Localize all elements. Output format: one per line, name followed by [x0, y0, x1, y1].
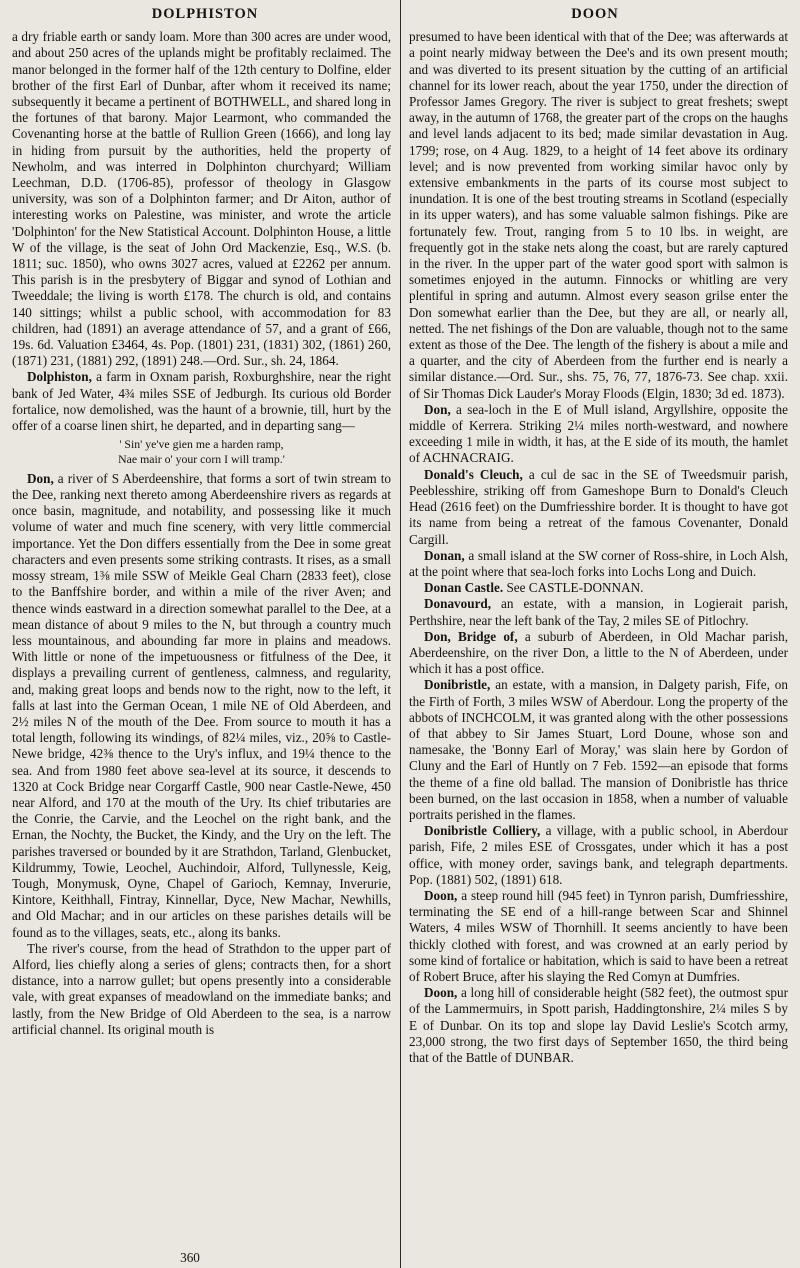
verse-line: ' Sin' ye've gien me a harden ramp,: [119, 437, 284, 452]
entry-headword: Donibristle Colliery,: [424, 823, 541, 839]
entry-headword: Don,: [27, 470, 54, 486]
entry-paragraph: Donavourd, an estate, with a mansion, in Logierait parish, Perthshire, near the left bank of the Tay, 2 miles SE of Pitlochry.: [409, 596, 788, 628]
entry-paragraph: Donald's Cleuch, a cul de sac in the SE of Tweedsmuir parish, Peeblesshire, striking off from Gameshope Burn to Donald's Cleuch Head (2616 feet) on the Dumfriesshire border. It is thought to have got its name from being a retreat of the famous Covenanter, Donald Cargill.: [409, 466, 788, 547]
column-divider-rule: [400, 0, 401, 1268]
left-column: [10, 29, 400, 1066]
verse-quote: [12, 434, 391, 471]
running-head-left: DOLPHISTON: [151, 6, 259, 22]
entry-paragraph: Doon, a long hill of considerable height (582 feet), the outmost spur of the Lammermuirs, in Spott parish, Haddingtonshire, 2¼ miles S by E of Dunbar. On its top and slope lay David Leslie's Scotch army, 23,000 strong, the two first days of September 1650, the third being that of the Battle of DUNBAR.: [409, 985, 788, 1065]
entry-headword: Doon,: [424, 985, 458, 1001]
body-paragraph: a dry friable earth or sandy loam. More than 300 acres are under wood, and about 250 acres of the uplands might be profitably reclaimed. The manor belonged in the former half of the 12th century to Dolfine, elder brother of the first Earl of Dunbar, after whom it received its name; subsequently it became a pertinent of BOTHWELL, and shared long in the fortunes of that barony. Major Learmont, who commanded the Covenanting horse at the battle of Rullion Green (1666), and long lay in hiding from pursuit by the authorities, held the property of Newholm, and was interred in Dolphinton churchyard; William Leechman, D.D. (1706-85), professor of theology in Glasgow university, was son of a Dolphinton farmer; and Dr Aiton, author of interesting works on Palestine, was minister, and wrote the article 'Dolphinton' for the New Statistical Account. Dolphinton House, a little W of the village, is the seat of John Ord Mackenzie, Esq., W.S. (b. 1811; suc. 1850), who owns 3027 acres, valued at £2262 per annum. This parish is in the presbytery of Biggar and synod of Lothian and Tweeddale; the living is worth £178. The church is old, and contains 140 sittings; whilst a public school, with accommodation for 83 children, had (1891) an average attendance of 57, and a grant of £66, 19s. 6d. Valuation £3464, 4s. Pop. (1801) 231, (1831) 302, (1861) 260, (1871) 231, (1881) 292, (1891) 248.—Ord. Sur., sh. 24, 1864.: [12, 29, 391, 369]
entry-headword: Doon,: [424, 887, 458, 903]
entry-headword: Dolphiston,: [27, 369, 92, 385]
entry-headword: Donan,: [424, 547, 465, 563]
entry-paragraph: Donan Castle. See CASTLE-DONNAN.: [424, 580, 644, 596]
entry-headword: Don,: [424, 401, 451, 417]
entry-paragraph: Donan, a small island at the SW corner of Ross-shire, in Loch Alsh, at the point where that sea-loch forks into Lochs Long and Duich.: [409, 547, 788, 579]
body-paragraph: The river's course, from the head of Strathdon to the upper part of Alford, lies chiefly along a series of glens; contracts then, for a short distance, into a narrow gullet; but opens presently into a considerable vale, with great expanses of meadowland on the immediate banks; and lastly, from the New Bridge of Old Aberdeen to the sea, is a narrow artificial channel. Its original mouth is: [12, 940, 391, 1037]
body-paragraph: presumed to have been identical with that of the Dee; was afterwards at a point nearly midway between the Dee's and its own present mouth; and was diverted to its present situation by the cutting of an artificial channel for its lower reach, about the year 1750, under the direction of Professor James Gregory. The river is subject to great freshets; swept away, in the autumn of 1768, the greater part of the crops on the haughs and level lands adjacent to its bed; made similar devastation in Aug. 1799; rose, on 4 Aug. 1829, to a height of 14 feet above its ordinary level; and is now prevented from working similar havoc only by extensive embankments in the parts of its course most subject to inundation. It is one of the best trouting streams in Scotland (especially in its upper waters), and has some valuable salmon fishings. Pike are fortunately few. Trout, ranging from 5 to 10 lbs. in weight, are frequently got in the stake nets along the coast, but are rarely captured in the river. In the upper part of the water good sport with salmon is sometimes enjoyed in the autumn. Finnocks or whitling are very plentiful in spring and autumn. Almost every season grilse enter the Don somewhat earlier than the Dee, but they are all, or nearly all, netted. The net fishings of the Don are valuable, though not to the same extent as those of the Dee. The length of the fishery is about a mile and a quarter, and the city of Aberdeen from the further end is nearly a similar distance.—Ord. Sur., shs. 75, 76, 77, 1876-73. See chap. xxii. of Sir Thomas Dick Lauder's Moray Floods (Elgin, 1830; 3d ed. 1873).: [409, 29, 788, 401]
entry-paragraph: Donibristle Colliery, a village, with a public school, in Aberdour parish, Fife, 2 miles ESE of Crossgates, under which it has a post office, with money order, savings bank, and telegraph departments. Pop. (1881) 502, (1891) 618.: [409, 823, 788, 887]
running-head-right: DOON: [571, 6, 619, 22]
entry-headword: Donavourd,: [424, 596, 492, 612]
entry-headword: Don, Bridge of,: [424, 628, 518, 644]
entry-headword: Donan Castle.: [424, 580, 504, 596]
page-number: 360: [180, 1249, 200, 1265]
right-column: [400, 29, 790, 1066]
entry-paragraph: Dolphiston, a farm in Oxnam parish, Roxburghshire, near the right bank of Jed Water, 4¾ miles SSE of Jedburgh. Its curious old Border fortalice, now demolished, was the haunt of a brownie, till, hurt by the offer of a coarse linen shirt, he departed, and in departing sang—: [12, 369, 391, 434]
entry-headword: Donibristle,: [424, 677, 491, 693]
entry-headword: Donald's Cleuch,: [424, 466, 523, 482]
entry-paragraph: Don, Bridge of, a suburb of Aberdeen, in Old Machar parish, Aberdeenshire, on the river Don, a little to the N of Aberdeen, under which it has a post office.: [409, 628, 788, 677]
entry-paragraph: Donibristle, an estate, with a mansion, in Dalgety parish, Fife, on the Firth of Forth, 3 miles WSW of Aberdour. Long the property of the abbots of INCHCOLM, it was granted along with the other possessions of that abbey to Sir James Stuart, Lord Doune, whose son and namesake, the 'Bonny Earl of Moray,' was slain here by Gordon of Cluny and the Earl of Huntly on 7 Feb. 1592—an episode that forms the theme of a fine old ballad. The mansion of Donibristle has thrice been burned, on the last occasion in 1858, when a number of valuable portraits perished in the flames.: [409, 677, 788, 822]
entry-paragraph: Don, a sea-loch in the E of Mull island, Argyllshire, opposite the middle of Kerrera. Striking 2¼ miles north-westward, and nowhere exceeding 1 mile in width, it has, at the E side of its mouth, the hamlet of ACHNACRAIG.: [409, 401, 788, 466]
verse-line: Nae mair o' your corn I will tramp.': [118, 452, 285, 467]
entry-paragraph: Doon, a steep round hill (945 feet) in Tynron parish, Dumfriesshire, terminating the SE end of a hill-range between Scar and Shinnel Waters, 4 miles WSW of Thornhill. It seems anciently to have been thickly clothed with forest, and was crowned at an early period by some kind of fortalice or habitation, which is said to have been a retreat of Robert Bruce, after his slaying the Red Comyn at Dumfries.: [409, 887, 788, 984]
entry-paragraph: Don, a river of S Aberdeenshire, that forms a sort of twin stream to the Dee, ranking next thereto among Aberdeenshire rivers as regards at once basin, magnitude, and notability, and possessing like it much volume of water and much fine scenery, with very little commercial importance. Yet the Don differs essentially from the Dee in some great characters and even presents some striking contrasts. It rises, as a small mossy stream, 1⅜ mile SSW of Meikle Geal Charn (2833 feet), close to the Banffshire border, and within a mile of the river Aven; and thence winds eastward in a direction somewhat parallel to the Dee, at a mean distance of about 9 miles to the N, but through a country much less mountainous, and abounding far more in plains and meadows. With little or none of the impetuousness or fitfulness of the Dee, it displays a prevailing current of gentleness, calmness, and regularity, and, making great loops and bends now to the right, now to the left, it falls at last into the German Ocean, 1 mile NE of Old Aberdeen, and 2½ miles N of the mouth of the Dee. From source to mouth it has a total length, following its windings, of 82¼ miles, viz., 20⅝ to Castle-Newe bridge, 42⅜ thence to the Ury's influx, and 19¼ thence to the sea. And from 1980 feet above sea-level at its source, it descends to 1320 at Cock Bridge near Corgarff Castle, 900 near Castle-Newe, 450 near Alford, and 170 at the mouth of the Ury. Its chief tributaries are the Conrie, the Carvie, and the Leochel on the right bank, and the Ernan, the Nochty, the Bucket, the Kindy, and the Ury on the left. The parishes traversed or bounded by it are Strathdon, Tarland, Glenbucket, Kildrummy, Towie, Leochel, Auchindoir, Alford, Tullynessle, Keig, Tough, Monymusk, Oyne, Chapel of Garioch, Kemnay, Inverurie, Kintore, Keithhall, Fintray, Kinnellar, Dyce, New Machar, Newhills, and Old Machar; and in our articles on these parishes details will be found as to the villages, seats, etc., along its banks.: [12, 470, 391, 940]
